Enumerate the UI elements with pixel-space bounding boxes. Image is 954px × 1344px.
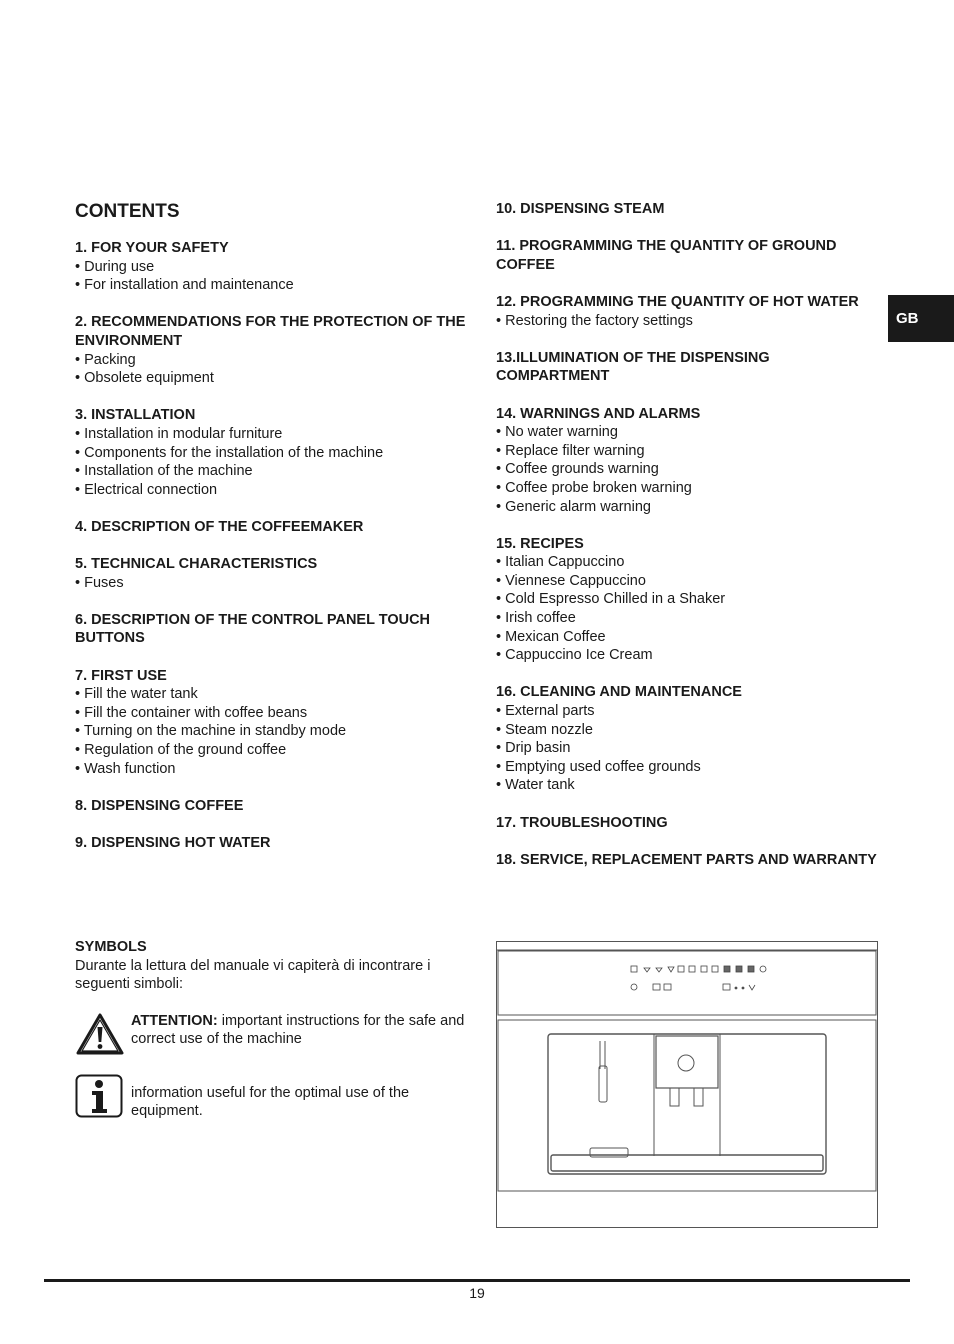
contents-section [75,667,470,779]
contents-section [496,349,886,386]
section-item: • External parts [496,703,595,720]
section-heading: 5. TECHNICAL CHARACTERISTICS [75,556,318,573]
section-heading: 11. PROGRAMMING THE QUANTITY OF GROUND COFFEE [496,238,837,273]
section-heading: 14. WARNINGS AND ALARMS [496,405,701,422]
section-heading: 13.ILLUMINATION OF THE DISPENSING COMPARTMENT [496,349,770,385]
contents-section [75,611,470,648]
contents-section [75,313,470,387]
section-item: • For installation and maintenance [75,277,294,294]
symbols-intro: Durante la lettura del manuale vi capiterà di incontrare i seguenti simboli: [75,957,431,993]
section-item: • No water warning [496,424,618,441]
section-item: • Installation in modular furniture [75,425,283,442]
section-heading: 1. FOR YOUR SAFETY [75,240,229,256]
section-heading: 4. DESCRIPTION OF THE COFFEEMAKER [75,518,364,535]
section-heading: 6. DESCRIPTION OF THE CONTROL PANEL TOUCH BUTTONS [75,611,431,647]
contents-section [75,518,470,537]
warning-triangle-icon [75,1012,125,1062]
contents-title: CONTENTS [75,201,180,222]
section-item: • Italian Cappuccino [496,554,625,571]
section-heading: 10. DISPENSING STEAM [496,201,665,217]
contents-section [496,683,886,795]
section-item: • Drip basin [496,740,571,757]
contents-section [496,237,886,274]
section-item: • Obsolete equipment [75,370,214,387]
language-tab: GB [888,295,954,342]
contents-section [75,797,470,816]
footer-rule [44,1279,910,1282]
attention-row [75,1012,470,1062]
section-item: • Cold Espresso Chilled in a Shaker [496,591,726,608]
contents-section [496,200,886,219]
section-heading: 17. TROUBLESHOOTING [496,814,668,831]
section-item: • Steam nozzle [496,721,593,738]
section-item: • Cappuccino Ice Cream [496,647,653,664]
section-heading: 7. FIRST USE [75,667,167,684]
attention-label: ATTENTION: [131,1012,218,1029]
section-item: • Coffee probe broken warning [496,479,692,496]
attention-text [131,1012,470,1049]
section-item: • Components for the installation of the machine [75,444,384,461]
section-heading: 15. RECIPES [496,535,584,552]
attention-description: important instructions for the safe and correct use of the machine [131,1012,465,1048]
section-item: • Viennese Cappuccino [496,572,646,589]
section-item: • Fill the water tank [75,686,198,703]
info-text: information useful for the optimal use of the equipment. [131,1084,410,1120]
contents-section [496,405,886,517]
contents-section [496,535,886,665]
section-heading: 3. INSTALLATION [75,407,196,424]
section-item: • Generic alarm warning [496,498,651,515]
section-item: • Replace filter warning [496,442,645,459]
contents-section [75,406,470,499]
left-section-list [75,239,470,853]
section-item: • Emptying used coffee grounds [496,758,701,775]
section-item: • Fill the container with coffee beans [75,704,308,721]
contents-section [75,834,470,853]
page-number: 19 [469,1285,485,1301]
symbols-block [75,938,470,1134]
contents-section [496,814,886,833]
section-heading: 18. SERVICE, REPLACEMENT PARTS AND WARRANTY [496,851,877,868]
section-item: • Turning on the machine in standby mode [75,723,347,740]
section-item: • Irish coffee [496,610,576,627]
section-item: • Fuses [75,574,124,591]
section-item: • Electrical connection [75,481,218,498]
section-item: • Water tank [496,777,575,794]
contents-left-column [75,200,470,871]
info-row [75,1084,470,1134]
coffee-machine-illustration [496,941,878,1228]
section-item: • Wash function [75,760,176,777]
section-heading: 2. RECOMMENDATIONS FOR THE PROTECTION OF THE ENVIRONMENT [75,314,466,349]
section-heading: 8. DISPENSING COFFEE [75,797,244,814]
contents-section [496,851,886,870]
section-heading: 12. PROGRAMMING THE QUANTITY OF HOT WATER [496,293,859,310]
contents-section [75,239,470,295]
symbols-heading: SYMBOLS [75,939,147,955]
section-item: • During use [75,258,155,275]
contents-section [75,555,470,592]
contents-right-column [496,200,886,888]
info-icon [75,1074,123,1124]
section-item: • Mexican Coffee [496,628,606,645]
section-item: • Packing [75,351,136,368]
section-item: • Regulation of the ground coffee [75,742,287,759]
contents-section [496,293,886,330]
section-item: • Coffee grounds warning [496,461,659,478]
section-item: • Installation of the machine [75,463,253,480]
section-heading: 9. DISPENSING HOT WATER [75,835,271,851]
section-item: • Restoring the factory settings [496,312,693,329]
section-heading: 16. CLEANING AND MAINTENANCE [496,684,742,701]
right-section-list [496,200,886,869]
